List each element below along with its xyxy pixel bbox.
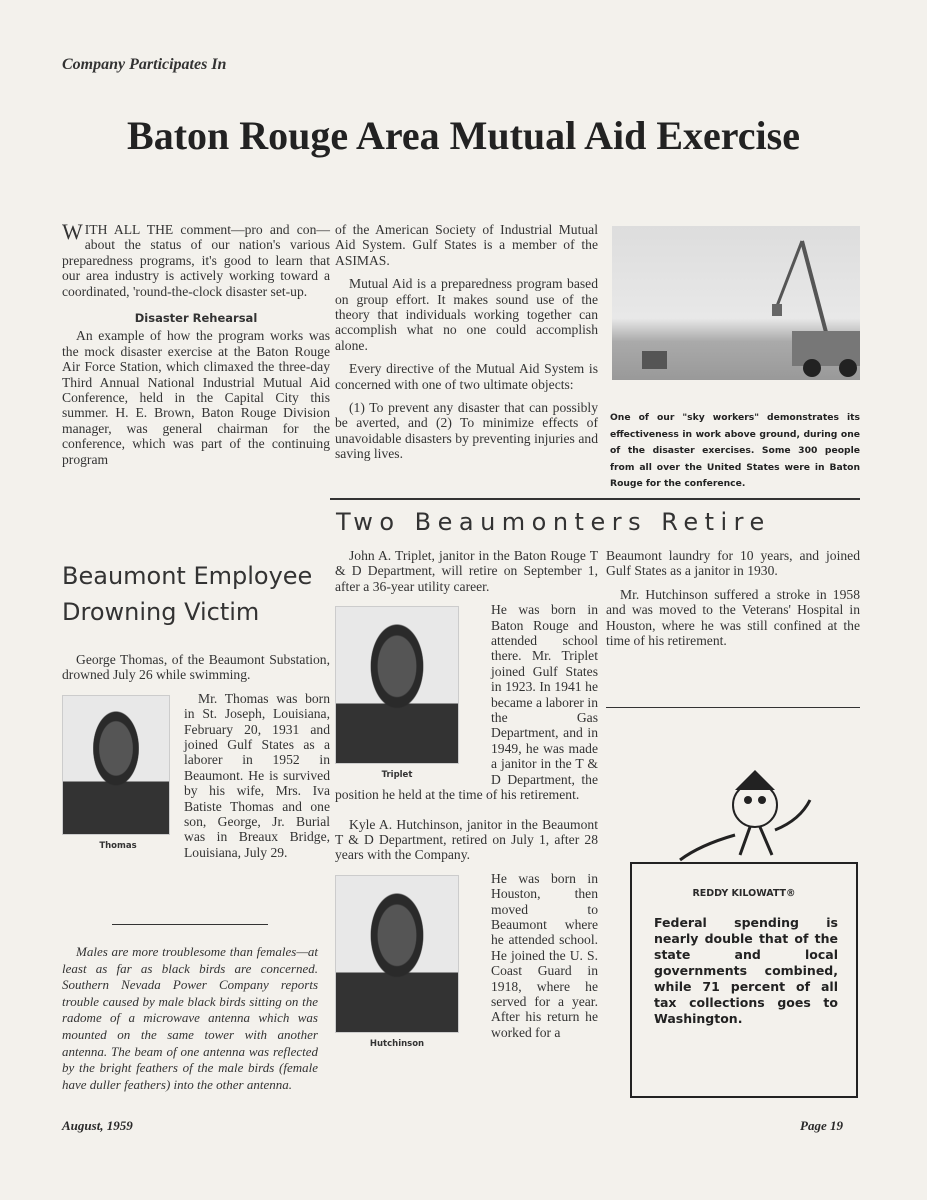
page-title: Baton Rouge Area Mutual Aid Exercise xyxy=(127,113,800,158)
filler-birds: Males are more troublesome than females—at least as far as black birds are concerned. Southern Nevada Power Company reports trouble caused by male black birds sitting on the radome of a microwave antenna which was mounted on the same tower with another antenna. The beam of one antenna was reflected by the bright feathers of the male birds (female have duller feathers) into the other antenna. xyxy=(62,944,318,1092)
bucket-truck-illustration xyxy=(612,226,860,380)
article1-p1: An example of how the program works was the mock disaster exercise at the Baton Rouge Air Force Station, which climaxed the three-day Third Annual National Industrial Mutual Aid Conference, held in the Capital City this summer. H. E. Brown, Baton Rouge Division manager, was general chairman for the conference, which was part of the continuing program xyxy=(62,328,330,467)
triplet-photo xyxy=(335,606,459,764)
thomas-photo-label: Thomas xyxy=(99,840,137,851)
hutchinson-photo-block xyxy=(335,875,481,1052)
subhead-disaster-rehearsal: Disaster Rehearsal xyxy=(134,311,258,326)
sky-worker-photo xyxy=(612,226,860,380)
hutchinson-photo-label: Hutchinson xyxy=(369,1038,425,1049)
photo-caption: One of our "sky workers" demonstrates its effectiveness in work above ground, during one of the disaster exercises. Some 300 people from all over the United States were in Baton Rouge for the conference. xyxy=(610,412,860,489)
article1-p2: of the American Society of Industrial Mutual Aid System. Gulf States is a member of the ASIMAS. xyxy=(335,222,598,268)
reddy-fact: Federal spending is nearly double that of the state and local governments combined, while 71 percent of all tax collections goes to Washington. xyxy=(654,915,838,1026)
article1-intro: ITH ALL THE comment—pro and con—about the status of our nation's various preparedness programs, it's good to learn that our area industry is actively working toward a coordinated, 'round-the-clock disaster set-up. xyxy=(62,222,330,299)
article2-p2: Mr. Thomas was born in St. Joseph, Louisiana, February 20, 1931 and joined Gulf States as a laborer in 1952 in Beaumont. He is survived by his wife, Mrs. Iva Batiste Thomas and one son, George, Jr. Burial was in Breaux Bridge, Louisiana, July 29. xyxy=(184,690,330,860)
page-number: Page 19 xyxy=(800,1118,843,1133)
col3-divider xyxy=(606,707,860,708)
reddy-kilowatt-box xyxy=(630,862,858,1098)
article1-col1 xyxy=(62,219,330,475)
article3-p5: Beaumont laundry for 10 years, and joined Gulf States as a janitor in 1930. xyxy=(606,548,860,579)
thomas-photo-block xyxy=(62,695,174,854)
article1-p5: (1) To prevent any disaster that can possibly be averted, and (2) To minimize effects of unavoidable disasters by preventing injuries and saving lives. xyxy=(335,400,598,462)
article3-p3: Kyle A. Hutchinson, janitor in the Beaumont T & D Department, retired on July 1, after 28 years with the Company. xyxy=(335,816,598,863)
drowning-headline: Beaumont Employee Drowning Victim xyxy=(62,562,313,626)
article3-p6: Mr. Hutchinson suffered a stroke in 1958 and was moved to the Veterans' Hospital in Houston, where he was still confined at the time of his retirement. xyxy=(606,586,860,649)
ornament-divider xyxy=(112,924,268,925)
article2-p1: George Thomas, of the Beaumont Substation, drowned July 26 while swimming. xyxy=(62,652,330,683)
triplet-photo-label: Triplet xyxy=(381,770,413,781)
article3-p4: He was born in Houston, then moved to Beaumont where he attended school. He joined the U. S. Coast Guard in 1918, where he served for a year. After his return he worked for a xyxy=(491,870,598,1040)
footer-date: August, 1959 xyxy=(62,1118,133,1133)
reddy-kilowatt-mascot-icon xyxy=(660,760,830,870)
hutchinson-photo xyxy=(335,875,459,1033)
article1-p4: Every directive of the Mutual Aid System is concerned with one of two ultimate objects: xyxy=(335,361,598,392)
article1-p3: Mutual Aid is a preparedness program based on group effort. It makes sound use of the theory that individuals working together can accomplish what no one could accomplish alone. xyxy=(335,276,598,353)
reddy-label: REDDY KILOWATT® xyxy=(692,888,796,899)
divider xyxy=(330,498,860,500)
article3-col3 xyxy=(606,548,860,656)
article2-body xyxy=(62,652,330,868)
article3-p2: He was born in Baton Rouge and attended school there. Mr. Triplet joined Gulf States in 1923. In 1941 he became a laborer in the Gas Department, and in 1949, he was made a janitor in the T & D Department, the position he held at the time of his retirement. xyxy=(335,602,598,803)
triplet-photo-block xyxy=(335,606,481,783)
kicker: Company Participates In xyxy=(62,56,227,73)
article3-p1: John A. Triplet, janitor in the Baton Rouge T & D Department, will retire on September 1, after a 36-year utility career. xyxy=(335,548,598,594)
article1-col2 xyxy=(335,222,598,470)
article3-col2 xyxy=(335,548,598,1052)
thomas-photo xyxy=(62,695,170,835)
retire-headline: Two Beaumonters Retire xyxy=(336,508,771,536)
dropcap: W xyxy=(62,219,83,244)
